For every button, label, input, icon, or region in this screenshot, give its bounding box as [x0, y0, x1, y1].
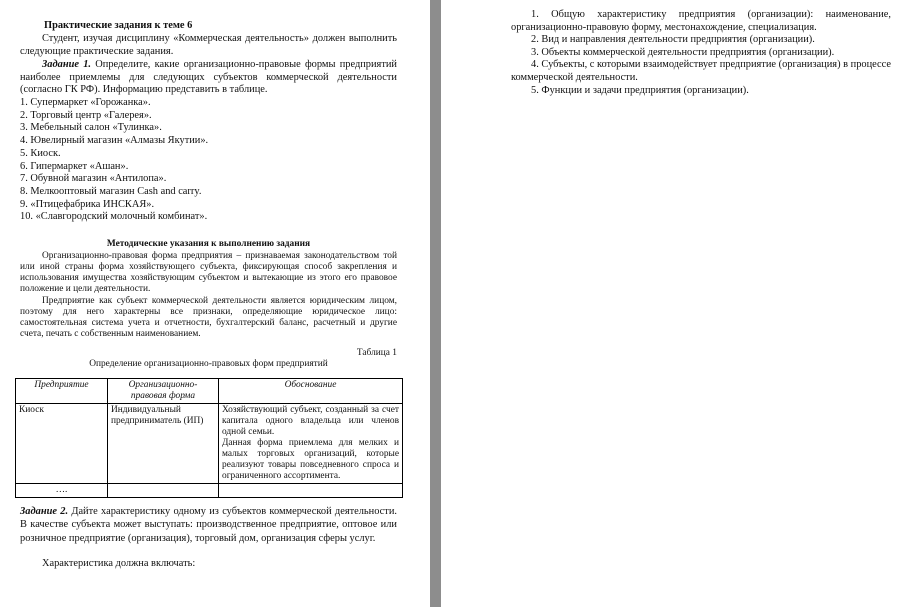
table-row: [16, 404, 403, 484]
table-cell: [108, 484, 219, 498]
characteristics-list: [511, 9, 891, 97]
list-item: 6. Гипермаркет «Ашан».: [20, 160, 129, 172]
table-cell: [219, 484, 403, 498]
method-paragraph-2: Предприятие как субъект коммерческой деятельности является юридическим лицом, поэтому для него характерны все признаки, определяющие юридическое лицо: самостоятельная система учета и отчетности, бухгалтерский баланс, расчетный и другие счета, печать с собственным наименованием.: [20, 296, 397, 339]
list-item: 1. Супермаркет «Горожанка».: [20, 97, 151, 108]
table-cell-justification: [219, 404, 403, 484]
task2-text: Дайте характеристику одному из субъектов коммерческой деятельности. В качестве субъекта может выступать: производственное предприятие, оптовое или розничное предприятие (организация), торговый дом, организация сферы услуг.: [20, 506, 397, 544]
subject-list: [20, 97, 397, 224]
list-item: 3. Объекты коммерческой деятельности предприятия (организации).: [531, 46, 835, 58]
list-item: 4. Субъекты, с которыми взаимодействует предприятие (организация) в процессе коммерческой деятельности.: [511, 59, 891, 83]
list-item: 1. Общую характеристику предприятия (организации): наименование, организационно-правовую форму, местонахождение, специализация.: [511, 9, 891, 33]
list-item: 2. Торговый центр «Галерея».: [20, 109, 152, 121]
page-title: Практические задания к теме 6: [44, 20, 193, 31]
task1-text: Определите, какие организационно-правовые формы предприятий наиболее приемлемы для следующих субъектов коммерческой деятельности (согласно ГК РФ). Информацию представить в таблице.: [20, 59, 397, 96]
list-item: 10. «Славгородский молочный комбинат».: [20, 211, 208, 223]
task2-paragraph: [20, 505, 397, 545]
list-item: 7. Обувной магазин «Антилопа».: [20, 173, 167, 185]
task1-paragraph: [20, 59, 397, 97]
table-caption: Определение организационно-правовых форм предприятий: [89, 359, 328, 369]
list-item: 5. Функции и задачи предприятия (организации).: [531, 84, 749, 96]
table-row: [16, 484, 403, 498]
table-header-cell: Обоснование: [219, 379, 403, 404]
list-item: 3. Мебельный салон «Тулинка».: [20, 122, 162, 134]
table-header-cell: Предприятие: [16, 379, 108, 404]
table-cell: Индивидуальный предприниматель (ИП): [108, 404, 219, 484]
justification-line-1: Хозяйствующий субъект, созданный за счет капитала одного владельца или членов одной семьи.: [222, 405, 399, 437]
justification-line-2: Данная форма приемлема для мелких и малых торговых организаций, которые реализуют товары повседневного спроса и ограниченного ассортимента.: [222, 438, 399, 481]
method-paragraph-1: Организационно-правовая форма предприятия – признаваемая законодательством той или иной страны форма хозяйствующего субъекта, фиксирующая способ закрепления и использования имущества хозяйствующим субъектом и вытекающие из этого его правовое положение и цели деятельности.: [20, 251, 397, 294]
task1-label: Задание 1.: [42, 59, 92, 70]
table-cell: ….: [16, 484, 108, 498]
table-header-cell: Организационно-правовая форма: [108, 379, 219, 404]
org-forms-table: [15, 378, 403, 498]
list-item: 5. Киоск.: [20, 147, 61, 159]
table-cell: Киоск: [16, 404, 108, 484]
method-title: Методические указания к выполнению задания: [106, 239, 311, 249]
page-gutter: [430, 0, 441, 607]
intro-paragraph: Студент, изучая дисциплину «Коммерческая деятельность» должен выполнить следующие практические задания.: [20, 33, 397, 57]
list-item: 2. Вид и направления деятельности предприятия (организации).: [531, 34, 815, 46]
list-item: 4. Ювелирный магазин «Алмазы Якутии».: [20, 135, 209, 147]
task2-label: Задание 2.: [20, 506, 69, 517]
task2-tail: Характеристика должна включать:: [42, 558, 196, 569]
table-header-row: [16, 379, 403, 404]
list-item: 9. «Птицефабрика ИНСКАЯ».: [20, 198, 155, 210]
list-item: 8. Мелкооптовый магазин Cash and carry.: [20, 185, 202, 197]
table-number: Таблица 1: [356, 348, 397, 358]
